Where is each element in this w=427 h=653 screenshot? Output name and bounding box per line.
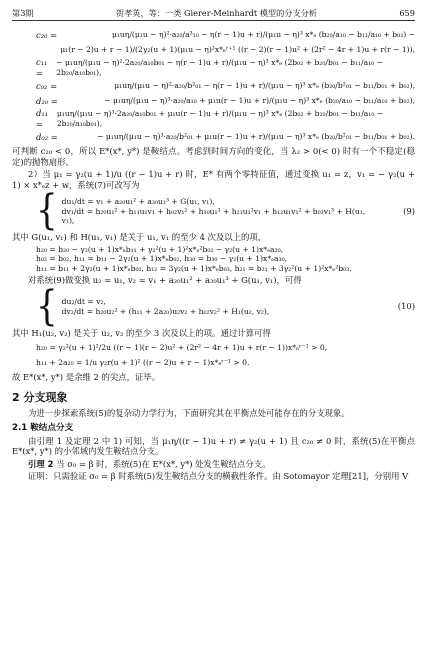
equation-h20: h₂₀ = γ₂²(u + 1)²/2u ((r − 1)(r − 2)u² + (2r² − 4r + 1)u + r(r − 1))x*ₑʳ⁻¹ > 0, bbox=[36, 342, 328, 352]
system-10-line-2: dv₂/dt = h₂₀u₂² + (h₁₁ + 2a₂₀)u₂v₂ + h₀₂v₂² + H₁(u₂, v₂), bbox=[61, 306, 270, 316]
equation-system-9 bbox=[12, 187, 415, 236]
left-brace: { bbox=[36, 282, 58, 331]
equation-d02: d₀₂ = − μ₁uη/(μ₁u − η)³·a₂₀/b²₀₁ + μ₁u(r − 1)u + r)/(μ₁u − η)³ x*ₑ (b₂₀/b²₀₁ − b₁₁/b₀₁ + b₀₂). bbox=[36, 131, 415, 142]
lemma-2-text: 当 σ₀ = β 时，系统(5)在 E*(x*, y*) 处发生鞍结点分支。 bbox=[56, 458, 271, 469]
equation-c20-cont: μ₁(r − 2)u + r − 1)/(2γ₂(u + 1)(μ₁u − η)²x*ₑʳ⁺¹ ((r − 2)(r − 1)u² + (2r² − 4r + 1)u + r(r − 1)), bbox=[60, 45, 415, 54]
equation-d11: d₁₁ = μ₁uη/(μ₁u − η)³·2a₂₀/a₁₀b₀₁ + μ₁u(r − 1)u + r)/(μ₁u − η)³ x*ₑ (2b₀₂ + b₂₀/b₀₁ − b₁₁/a₁₀ − 2b₂₀/a₁₀b₀₁), bbox=[36, 108, 384, 129]
h-coeff-line-2: h₀₂ = b₀₂, h₁₁ = b₁₁ − 2γ₂(u + 1)x*ₑb₀₂, h₃₀ = b₃₀ − γ₂(u + 1)x*ₑa₃₀, bbox=[36, 254, 288, 264]
coefficient-equations bbox=[12, 27, 415, 144]
h-coeff-line-3: h₁₁ = b₁₁ + 2γ₂(u + 1)x*ₑb₀₂, h₁₂ = 3γ₂(u + 1)x*ₑb₀₃, h₂₁ = b₂₁ + 3γ₂²(u + 1)²x*ₑ²b₀₃. bbox=[36, 263, 352, 273]
running-title: 贺孝英，等：一类 Gierer-Meinhardt 模型的分支分析 bbox=[115, 8, 318, 18]
equation-c20: c₂₀ = μ₁uη/(μ₁u − η)²·a₂₀/a³₁₀ − η(r − 1)u + r)/(μ₁u − η)³ x*ₑ (b₂₀/a₁₀ − b₁₁/a₁₀ + b₀₂) − bbox=[36, 29, 415, 40]
paragraph-lemma-1-ref: 由引理 1 及定理 2 中 1) 可知，当 μ₁η/((r − 1)u + r) ≠ γ₂(u + 1) 且 c₂₀ ≠ 0 时，系统(5)在平衡点 E*(x*, y*) 的小邻域内发生鞍结点分支。 bbox=[12, 435, 415, 457]
section-heading-2: 2 分支现象 bbox=[12, 390, 68, 404]
page-number: 659 bbox=[399, 8, 415, 18]
lemma-2-label: 引理 2 bbox=[28, 458, 54, 469]
running-header bbox=[12, 8, 415, 21]
proof-paragraph: 证明：只需验证 σ₀ = β 时系统(5)发生鞍结点分支的横截性条件。由 Sotomayor 定理[21]，分别用 V bbox=[28, 471, 409, 482]
paragraph-h1-terms: 其中 H₁(u₂, v₂) 是关于 u₂, v₂ 的至少 3 次及以上的项。通过计算可得 bbox=[12, 327, 271, 338]
h-coefficients bbox=[12, 245, 415, 273]
system-10-line-1: du₂/dt = v₂, bbox=[61, 297, 106, 307]
subsection-heading-2-1: 2.1 鞍结点分支 bbox=[12, 422, 74, 433]
equation-c02: c₀₂ = μ₁uη/(μ₁u − η)²·a₂₀/b²₀₁ − η(r − 1)u + r)/(μ₁u − η)³ x*ₑ (b₂₀/b²₀₁ − b₁₁/b₀₁ + b₀₂), bbox=[36, 80, 415, 91]
paragraph-saddle-node: 可判断 c₂₀ < 0，所以 E*(x*, y*) 是鞍结点。考虑到时间方向的变化，当 λ₂ > 0(< 0) 时有一个不稳定(稳定)的抛物扇形。 bbox=[12, 146, 415, 167]
equation-number-9: (9) bbox=[403, 206, 415, 216]
lemma-2 bbox=[12, 459, 415, 470]
h-coeff-line-1: h₂₀ = b₂₀ − γ₂(u + 1)x*ₑb₁₁ + γ₂²(u + 1)²x*ₑ²b₀₂ − γ₂(u + 1)x*ₑa₂₀, bbox=[36, 244, 284, 254]
left-brace: { bbox=[36, 187, 58, 236]
equation-d20: d₂₀ = − μ₁uη/(μ₁u − η)³·a₂₀/a₁₀ + μ₁u(r − 1)u + r)/(μ₁u − η)³ x*ₑ (b₂₀/a₁₀ − b₁₁/a₁₀ + b₀₂), bbox=[36, 95, 415, 106]
equation-number-10: (10) bbox=[397, 301, 415, 312]
equation-c11: c₁₁ = − μ₁uη/(μ₁u − η)²·2a₂₀/a₁₀b₀₁ − η(r − 1)u + r)/(μ₁u − η)³ x*ₑ (2b₀₂ + b₂₀/b₀₁ − b₁₁/a₁₀ − 2b₂₀/a₁₀b₀₁), bbox=[36, 57, 383, 78]
paragraph-cusp: 故 E*(x*, y*) 是余维 2 的尖点，证毕。 bbox=[12, 372, 161, 383]
issue-label: 第3期 bbox=[12, 8, 34, 18]
equation-h11: h₁₁ + 2a₂₀ = 1/u γ₂r(u + 1)² ((r − 2)u + r − 1)x*ₑʳ⁻¹ > 0. bbox=[36, 357, 250, 367]
paragraph-bifurcation-intro: 为进一步探索系统(5)的复杂动力学行为，下面研究其在平衡点处可能存在的分支现象。 bbox=[28, 408, 350, 419]
paragraph-higher-order-terms: 其中 G(u₁, v₁) 和 H(u₁, v₁) 是关于 u₁, v₁ 的至少 4 次及以上的项， bbox=[12, 232, 267, 243]
paragraph-transform: 对系统(9)做变换 u₂ = u₁, v₂ = v₁ + a₂₀u₁² + a₃₀u₁³ + G(u₁, v₁)，可得 bbox=[28, 275, 302, 286]
system-9-line-2: dv₁/dt = h₂₀u₁² + h₁₁u₁v₁ + h₀₂v₁² + h₃₀u₁³ + h₂₁u₁²v₁ + h₁₂u₁v₁² + b₀₃v₁³ + H(u₁, v₁), bbox=[61, 206, 366, 225]
h-results bbox=[12, 340, 415, 370]
system-9-line-1: du₁/dt = v₁ + a₂₀u₁² + a₃₀u₁³ + G(u₁, v₁), bbox=[61, 197, 215, 207]
paragraph-case-2: 2）当 μ₁ = γ₂(u + 1)/u ((r − 1)u + r) 时，E* 有两个零特征值，通过变换 u₁ = z，v₁ = − γ₂(u + 1) × x*ₑz + w，系统(7)可改写为 bbox=[12, 169, 415, 190]
equation-system-10 bbox=[12, 282, 415, 331]
